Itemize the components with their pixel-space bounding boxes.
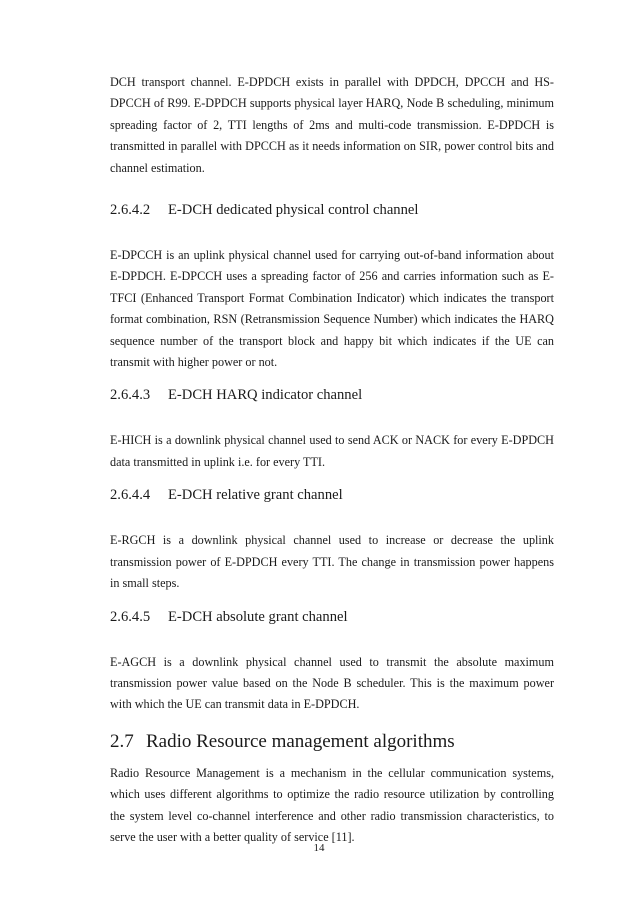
heading-title: Radio Resource management algorithms [146,730,455,752]
section-paragraph-e-rgch: E-RGCH is a downlink physical channel used to increase or decrease the uplink transmission power of E-DPDCH every TTI. The change in transmission power happens in small steps. [110,533,554,591]
heading-number: 2.6.4.5 [110,608,151,625]
intro-paragraph: DCH transport channel. E-DPDCH exists in parallel with DPDCH, DPCCH and HS-DPCCH of R99. E-DPDCH supports physical layer HARQ, Node B scheduling, minimum spreading factor of 2, TTI lengths of 2ms and multi-code transmission. E-DPDCH is transmitted in parallel with DPCCH as it needs information on SIR, power control bits and channel estimation. [110,75,554,175]
heading-title: E-DCH HARQ indicator channel [168,387,363,404]
section-paragraph-e-hich: E-HICH is a downlink physical channel used to send ACK or NACK for every E-DPDCH data transmitted in uplink i.e. for every TTI. [110,433,554,469]
heading-number: 2.7 [110,730,134,752]
section-paragraph-e-dpcch: E-DPCCH is an uplink physical channel used for carrying out-of-band information about E-DPDCH. E-DPCCH uses a spreading factor of 256 and carries information such as E-TFCI (Enhanced Transport Format Combination Indicator) which indicates the transport format combination, RSN (Retransmission Sequence Number) which indicates the HARQ sequence number of the transport block and happy bit which indicates if the UE can transmit with higher power or not. [110,248,554,370]
heading-2-6-4-4 [110,485,554,505]
heading-number: 2.6.4.3 [110,387,151,404]
heading-2-6-4-2 [110,200,554,220]
heading-title: E-DCH relative grant channel [168,487,343,504]
heading-2-6-4-5 [110,607,554,627]
heading-title: E-DCH absolute grant channel [168,608,348,625]
section-paragraph-e-agch: E-AGCH is a downlink physical channel used to transmit the absolute maximum transmission power value based on the Node B scheduler. This is the maximum power with which the UE can transmit data in E-DPDCH. [110,654,554,712]
section-paragraph-rrm: Radio Resource Management is a mechanism in the cellular communication systems, which uses different algorithms to optimize the radio resource utilization by controlling the system level co-channel interference and other radio transmission characteristics, to serve the user with a better quality of service [11]. [110,765,554,844]
document-page [110,72,554,848]
heading-2-6-4-3 [110,385,554,405]
heading-number: 2.6.4.2 [110,202,151,219]
heading-title: E-DCH dedicated physical control channel [168,202,419,219]
heading-number: 2.6.4.4 [110,487,151,504]
page-number: 14 [313,842,325,854]
heading-2-7 [110,730,554,754]
